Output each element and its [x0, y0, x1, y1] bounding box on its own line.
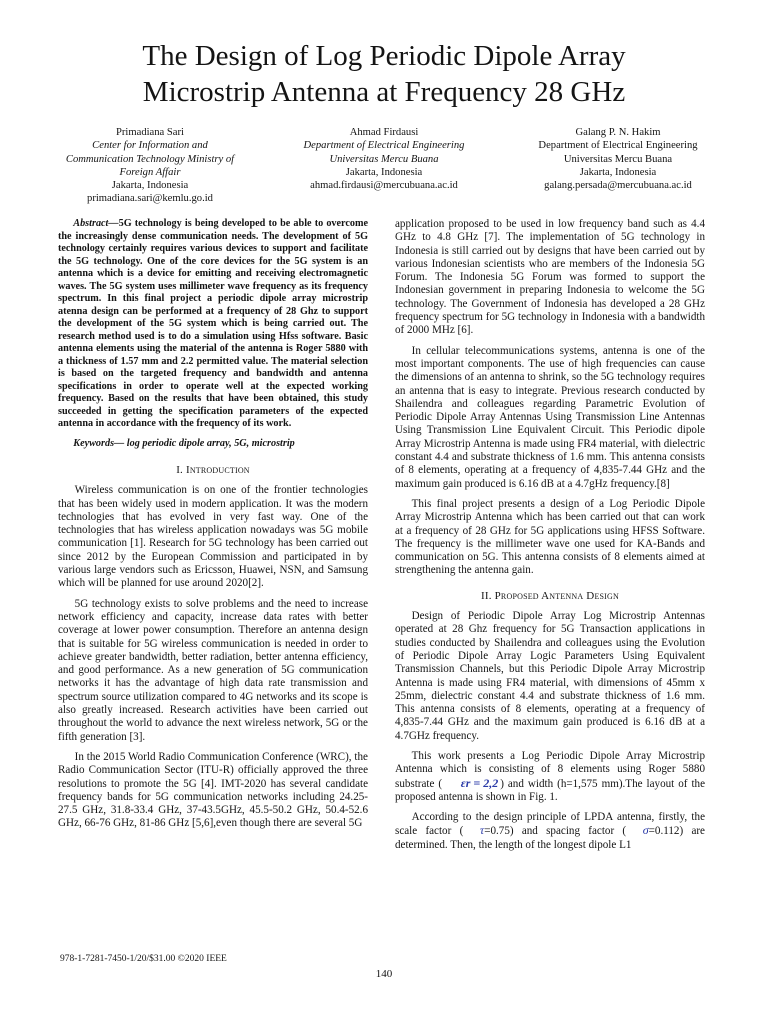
text-run: =0.75) and spacing factor ( — [484, 825, 627, 838]
author-city: Jakarta, Indonesia — [579, 166, 657, 178]
text-run: According to the design principle of LPDA antenna, firstly, the scale factor ( — [395, 811, 705, 838]
tau-symbol: τ — [479, 823, 485, 838]
paragraph: This final project presents a design of a Log Periodic Dipole Array Microstrip Antenna which has been carried out that can work at a frequency of 28 GHz for 5G applications using HFSS Software. The frequency is the millimeter wave one used for KA-Bands and communication on 5G. This antenna consists of 8 elements aimed at strengthening the antenna gain. — [395, 497, 705, 577]
author-1 — [40, 126, 260, 206]
paragraph: In the 2015 World Radio Communication Conference (WRC), the Radio Communication Sector (ITU-R) officially approved the three resolutions to promote the 5G [4]. IMT-2020 has several candidate frequency bands for 5G communication networks including 24.25-27.5 GHz, 31.8-33.4 GHz, 37-43.5GHz, 45.5-50.2 GHz, 50.4-52.6 GHz, 66-76 GHz, 81-86 GHz [5,6],even though there are several 5G — [58, 750, 368, 830]
keywords: Keywords— log periodic dipole array, 5G, microstrip — [73, 437, 295, 449]
copyright-footer: 978-1-7281-7450-1/20/$31.00 ©2020 IEEE — [60, 954, 227, 964]
author-city: Jakarta, Indonesia — [345, 166, 423, 178]
author-affiliation: Communication Technology Ministry of — [65, 153, 235, 165]
author-email: ahmad.firdausi@mercubuana.ac.id — [310, 180, 458, 192]
abstract — [58, 218, 368, 431]
text-run: This work presents a Log Periodic Dipole Array Microstrip Antenna which is consisting of 8 elements using Roger 5880 substrate ( — [395, 749, 705, 790]
page-number: 140 — [375, 968, 393, 980]
author-affiliation: Universitas Mercu Buana — [563, 153, 673, 165]
paragraph: Wireless communication is on one of the frontier technologies that has been widely used in modern application. It was the modern technologies that has evolved in very fast way. One of the technologies that has wireless application nowadays was 5G mobile communication [1]. Research for 5G technology has been carried out since 2012 by the European Commission and participated in by various large vendors such as Ericsson, Huawei, NSN, and Samsung which will be planned for use around 2020[2]. — [58, 484, 368, 590]
text-run: ) and width (h=1,575 mm).The layout of the proposed antenna is shown in Fig. 1. — [395, 777, 706, 803]
abstract-text: 5G technology is being developed to be able to overcome the increasingly dense communication needs. The development of 5G technology certainly requires various devices to support and facilitate the 5G technology. One of the core devices for the 5G system is an antenna which is a device for emitting and receiving electromagnetic waves. The 5G system uses millimeter wave frequency as its frequency spectrum. In this final project a periodic dipole array microstrip atenna design can be performed at a frequency of 28 Ghz to support the development of the 5G system which is being carried out. The research method used is to do a simulation using Hfss software. Basic antenna elements using the material of the antenna is Roger 5880 with a thickness of 1.57 mm and 2.2 permitted value. The material selection is based on the targeted frequency and bandwidth and antenna specifications in order to operate well at the expected working frequency. Based on the results that have been obtained, this study succeeded in getting the specification parameters of the expected antenna in accordance with the frequency of its work. — [58, 218, 368, 429]
sigma-symbol: σ — [642, 823, 649, 838]
paragraph — [395, 750, 705, 804]
author-city: Jakarta, Indonesia — [111, 180, 189, 192]
section-heading-proposed-design: II. Proposed Antenna Design — [480, 589, 619, 602]
author-name: Galang P. N. Hakim — [575, 127, 661, 138]
author-affiliation: Department of Electrical Engineering — [538, 140, 698, 152]
author-2 — [274, 126, 494, 192]
author-name: Primadiana Sari — [116, 127, 184, 138]
paragraph: application proposed to be used in low frequency band such as 4.4 GHz to 4.8 GHz [7]. The implementation of 5G technology in Indonesia is still carried out by designs that have been carried out by various Indonesian scientists who are members of the Indonesia 5G Forum. The Indonesia 5G Forum was formed to support the Indonesian government in preparing Indonesia to welcome the 5G technology. The Government of Indonesia has developed a 28 GHz frequency spectrum for 5G technology in Indonesia with a bandwidth of 2000 MHz [6]. — [395, 218, 705, 337]
text-run: =0.112) are determined. Then, the length of the longest dipole L1 — [395, 825, 705, 851]
paper-title — [60, 38, 708, 110]
paragraph: Design of Periodic Dipole Array Log Microstrip Antennas operated at 28 Ghz frequency for 5G Transaction applications in studies conducted by Shailendra and colleagues using the Evolution of Periodic Dipole Array Logic Parameters Using Equivalent Transmission Channels, but this Periodic Dipole Array Microstrip Antenna is made using FR4 material, with dimensions of 45mm x 25mm, dielectric constant 4.4 and substrate thickness of 1.6 mm. This antenna consists of 8 elements, operating at a frequency of 4,835-7.44 GHz and the maximum gain produced is 6.16 dB at a 4.7GHz frequency. — [395, 610, 705, 742]
author-email: galang.persada@mercubuana.ac.id — [544, 180, 692, 192]
author-affiliation: Universitas Mercu Buana — [329, 153, 439, 165]
abstract-lead: Abstract— — [73, 218, 119, 229]
author-name: Ahmad Firdausi — [349, 127, 419, 138]
title-line-1: The Design of Log Periodic Dipole Array — [142, 40, 626, 72]
author-3 — [508, 126, 728, 192]
paragraph: 5G technology exists to solve problems and the need to increase network efficiency and capacity, increase data rates with better coverage at lower power consumption. Therefore an antenna design that is suitable for 5G wireless communication is needed in order to achieve greater bandwidth, better radiation, better antenna efficiency, and good performance. As a new generation of 5G communication networks it has the advantage of high data rate transmission and spectrum source utilization compared to 4G networks and its scope is also greatly increased. Research activities have been carried out throughout the world to advance the next wireless network, 5G or the fifth generation [3]. — [58, 597, 368, 743]
left-column — [58, 218, 368, 838]
paragraph: In cellular telecommunications systems, antenna is one of the most important components. The use of high frequencies can cause the dimensions of an antenna to shrink, so the 5G technology requires an antenna that is easy to integrate. Previous research conducted by Shailendra and colleagues regarding Parametric Evolution of Periodic Dipole Array Antennas Using Transmission Line Antennas Using Transmission Line Equivalent Circuit. This Periodic dipole Array Microstrip Antenna is made using FR4 material, with dielectric constant 4.4 and substrate thickness of 1.6 mm. This antenna consists of 8 elements, operating at a frequency of 4,835-7.44 GHz and the maximum gain produced is 6.16 dB at a 4.7gHz frequency.[8] — [395, 344, 705, 490]
author-affiliation: Foreign Affair — [119, 166, 181, 178]
author-email: primadiana.sari@kemlu.go.id — [87, 193, 213, 205]
right-column — [395, 218, 705, 859]
section-heading-introduction: I. Introduction — [176, 464, 250, 476]
permittivity-equation: εr = 2,2 — [460, 775, 499, 790]
author-affiliation: Department of Electrical Engineering — [303, 140, 465, 152]
title-line-2: Microstrip Antenna at Frequency 28 GHz — [142, 76, 626, 108]
paragraph — [395, 811, 705, 852]
author-affiliation: Center for Information and — [92, 140, 208, 152]
